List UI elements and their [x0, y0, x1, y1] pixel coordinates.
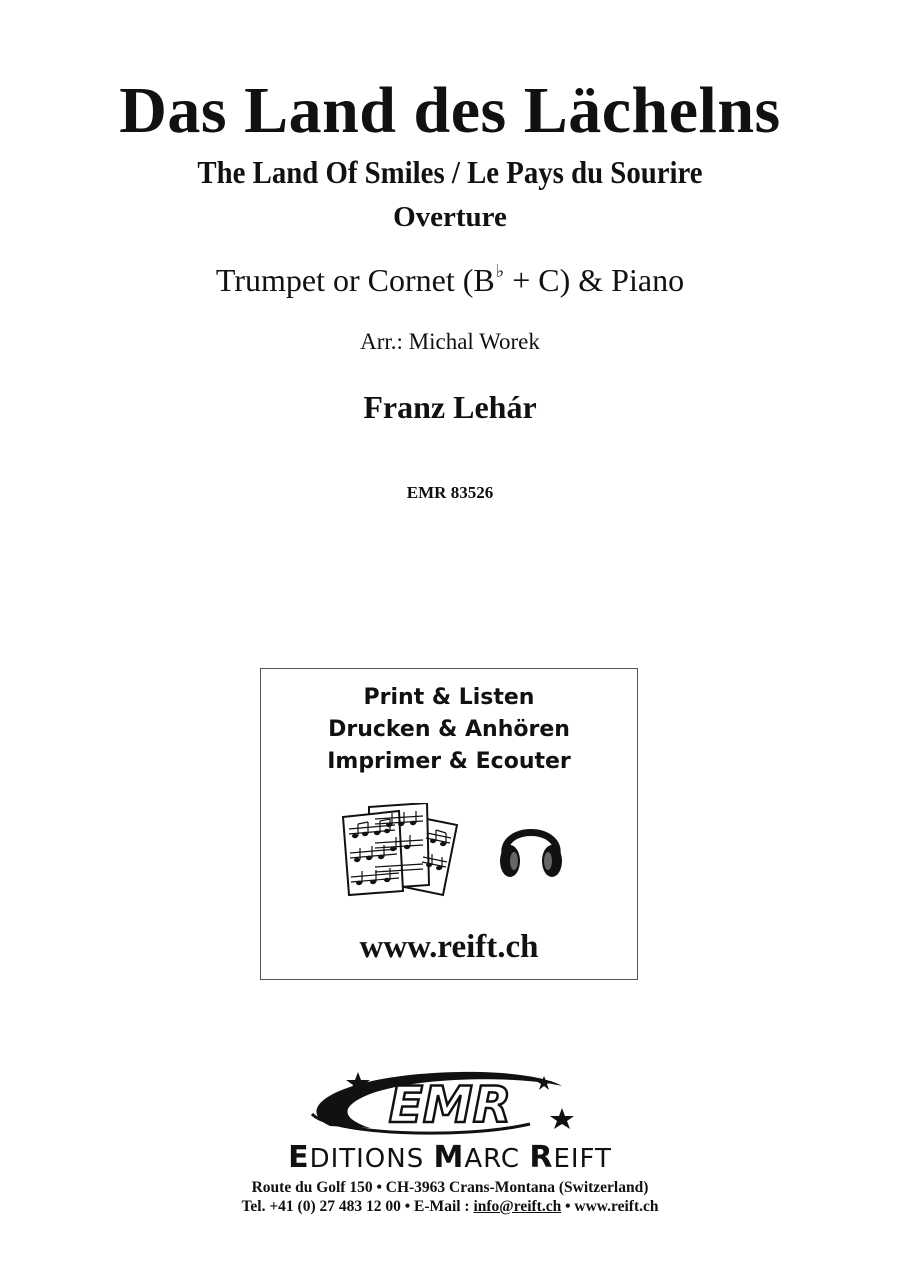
publisher-name-part: DITIONS: [309, 1144, 434, 1174]
publisher-name: [0, 1140, 900, 1175]
publisher-name-part: ARC: [464, 1144, 530, 1174]
emr-logo: [300, 1068, 600, 1140]
publisher-contact: [0, 1199, 900, 1215]
instrumentation-before: Trumpet or Cornet (B: [215, 262, 495, 298]
promo-line-2: Drucken & Anhören: [328, 717, 570, 742]
publisher-web: • www.reift.ch: [561, 1198, 659, 1215]
subtitle: The Land Of Smiles / Le Pays du Sourire: [197, 154, 703, 190]
catalog-number: EMR 83526: [406, 483, 494, 502]
promo-line-1: Print & Listen: [363, 685, 535, 710]
headphones-icon: [495, 813, 567, 885]
instrumentation-after: + C) & Piano: [504, 262, 685, 298]
sheet-music-icon: [339, 803, 469, 899]
email-link[interactable]: info@reift.ch: [473, 1198, 562, 1215]
instrumentation: [0, 262, 900, 296]
publisher-name-part: EIFT: [553, 1144, 612, 1174]
composer: Franz Lehár: [363, 389, 537, 425]
emr-logo-text: EMR: [388, 1076, 512, 1134]
publisher-name-part: R: [529, 1140, 554, 1175]
flat-sign: ♭: [495, 261, 505, 281]
publisher-tel: Tel. +41 (0) 27 483 12 00 • E-Mail :: [241, 1198, 474, 1215]
publisher-name-part: M: [433, 1140, 465, 1175]
promo-url: www.reift.ch: [359, 929, 539, 965]
movement: Overture: [393, 201, 507, 233]
print-listen-box: [260, 668, 638, 980]
page-title: Das Land des Lächelns: [119, 74, 781, 147]
arranger: Arr.: Michal Worek: [360, 329, 540, 354]
publisher-address: Route du Golf 150 • CH-3963 Crans-Montana (Switzerland): [251, 1179, 649, 1196]
publisher-name-part: E: [288, 1140, 310, 1175]
promo-line-3: Imprimer & Ecouter: [327, 749, 571, 774]
